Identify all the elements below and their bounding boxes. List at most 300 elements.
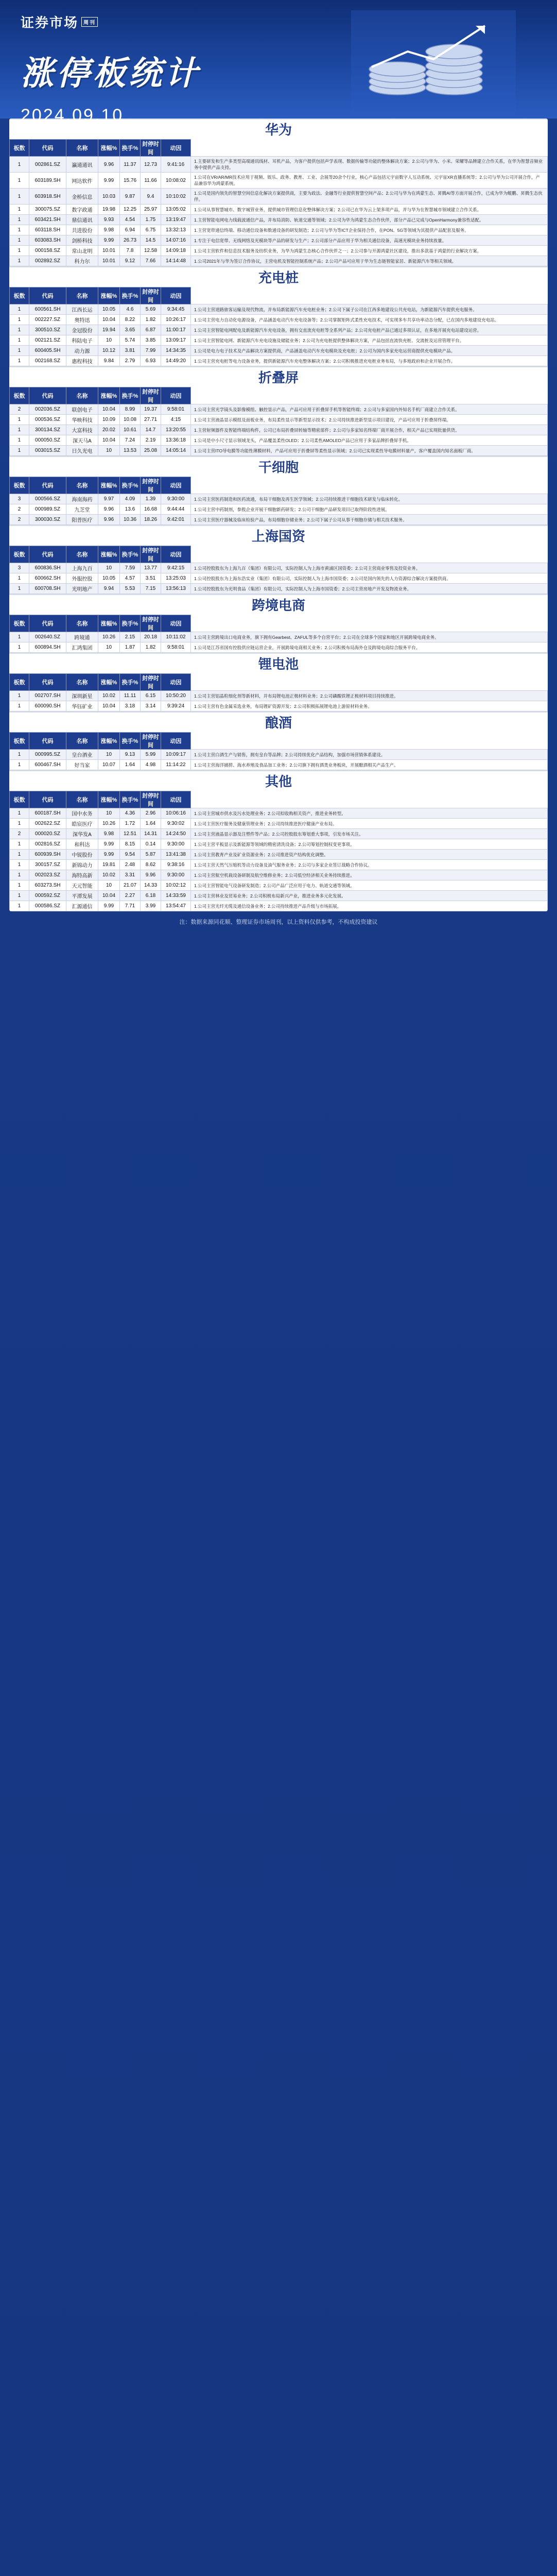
table-cell: 7.71	[120, 901, 141, 911]
table-cell: 1.87	[120, 642, 141, 653]
column-header: 板数	[10, 546, 29, 563]
column-header: 名称	[66, 287, 98, 304]
column-header: 涨幅%	[98, 140, 120, 157]
section-title: 充电桩	[9, 266, 548, 287]
column-header: 名称	[66, 733, 98, 750]
reason-cell: 1.公司主营医药制造和医药流通，布局干细胞及再生医学领域；2.公司持续推进干细胞技术研发与临床转化。	[191, 494, 548, 504]
column-header: 板数	[10, 674, 29, 691]
table-cell: 2.19	[141, 435, 161, 446]
table-cell: 数字政通	[66, 205, 98, 215]
column-header: 名称	[66, 615, 98, 632]
table-row	[10, 494, 548, 504]
table-row	[10, 642, 548, 653]
column-header: 代码	[29, 674, 66, 691]
table-cell: 600939.SH	[29, 850, 66, 860]
table-cell: 7.15	[141, 584, 161, 594]
table-cell: 5.69	[141, 304, 161, 315]
table-cell: 13:41:38	[161, 850, 191, 860]
table-cell: 1	[10, 850, 29, 860]
table-cell: 1	[10, 335, 29, 346]
table-cell: 3.51	[141, 573, 161, 584]
table-cell: 2	[10, 504, 29, 515]
table-cell: 600662.SH	[29, 573, 66, 584]
table-cell: 14:34:35	[161, 346, 191, 356]
table-row	[10, 632, 548, 642]
table-cell: 奥特迅	[66, 315, 98, 325]
table-cell: 1	[10, 870, 29, 880]
table-cell: 1	[10, 446, 29, 456]
column-header: 代码	[29, 477, 66, 494]
brand-tag: 周刊	[81, 17, 98, 27]
table-cell: 9.94	[98, 584, 120, 594]
table-cell: 2.15	[120, 632, 141, 642]
table-row	[10, 415, 548, 425]
table-cell: 25.08	[141, 446, 161, 456]
table-cell: 10.61	[120, 425, 141, 435]
report-date: 2024.09.10	[21, 106, 124, 125]
table-row	[10, 819, 548, 829]
section-title: 折叠屏	[9, 366, 548, 387]
stock-table	[9, 732, 548, 770]
table-cell: 10:02:12	[161, 880, 191, 891]
table-row	[10, 225, 548, 235]
table-cell: 603421.SH	[29, 215, 66, 225]
section-title: 跨境电商	[9, 594, 548, 615]
reason-cell: 1.公司控股股东为上海九百（集团）有限公司，实际控制人为上海市黄浦区国资委；2.公司主营商业零售及投资业务。	[191, 563, 548, 573]
table-cell: 皇台酒业	[66, 750, 98, 760]
table-cell: 1	[10, 325, 29, 335]
table-cell: 10.05	[98, 304, 120, 315]
table-cell: 10.36	[120, 515, 141, 525]
table-cell: 10.12	[98, 346, 120, 356]
table-cell: 9.99	[98, 839, 120, 850]
reason-cell: 1.主要研发和生产多类型高端通讯线材、耳机产品，为客户提供包括声学表现、数据传输等功能的整体解决方案；2.公司与华为、小米、荣耀等品牌建立合作关系，在华为智慧音频业务中提供产品支持。	[191, 157, 548, 173]
table-cell: 9.98	[98, 829, 120, 839]
table-cell: 9:30:00	[161, 870, 191, 880]
table-cell: 1	[10, 819, 29, 829]
column-header: 封停时间	[141, 140, 161, 157]
table-cell: 20.02	[98, 425, 120, 435]
table-cell: 1	[10, 356, 29, 366]
table-cell: 19.37	[141, 404, 161, 415]
table-cell: 9:30:00	[161, 494, 191, 504]
table-cell: 联创电子	[66, 404, 98, 415]
column-header: 涨幅%	[98, 615, 120, 632]
table-cell: 国中水务	[66, 808, 98, 819]
stock-table	[9, 615, 548, 653]
table-row	[10, 335, 548, 346]
table-row	[10, 215, 548, 225]
column-header: 动因	[161, 140, 191, 157]
table-cell: 9.96	[141, 870, 161, 880]
table-cell: 10:26:17	[161, 315, 191, 325]
table-cell: 剑桥科技	[66, 235, 98, 246]
column-header: 动因	[161, 387, 191, 404]
stock-table	[9, 791, 548, 911]
table-cell: 12.25	[120, 205, 141, 215]
table-cell: 600090.SH	[29, 701, 66, 711]
table-cell: 10	[98, 642, 120, 653]
table-cell: 10.03	[98, 189, 120, 205]
table-cell: 1	[10, 315, 29, 325]
column-header: 代码	[29, 140, 66, 157]
table-cell: 1.39	[141, 494, 161, 504]
table-cell: 九芝堂	[66, 504, 98, 515]
table-cell: 603918.SH	[29, 189, 66, 205]
table-cell: 13:09:17	[161, 335, 191, 346]
reason-cell: 1.公司主营智能电网配电及新能源汽车充电设备，拥有交直流充电桩等全系列产品；2.公司充电桩产品已通过多项认证，在多地开展充电站建设运营。	[191, 325, 548, 335]
table-row	[10, 701, 548, 711]
table-row	[10, 584, 548, 594]
table-cell: 8.62	[141, 860, 161, 870]
table-cell: 14.31	[141, 829, 161, 839]
table-cell: 13.6	[120, 504, 141, 515]
table-cell: 1	[10, 880, 29, 891]
table-cell: 13:54:47	[161, 901, 191, 911]
table-cell: 000989.SZ	[29, 504, 66, 515]
column-header: 板数	[10, 791, 29, 808]
column-header: 封停时间	[141, 387, 161, 404]
table-cell: 7.99	[141, 346, 161, 356]
table-cell: 1	[10, 839, 29, 850]
table-cell: 0.14	[141, 839, 161, 850]
table-cell: 12.58	[141, 246, 161, 256]
table-cell: 300075.SZ	[29, 205, 66, 215]
table-cell: 10.02	[98, 870, 120, 880]
table-cell: 19.98	[98, 205, 120, 215]
table-cell: 科陆电子	[66, 335, 98, 346]
reason-cell: 1.公司主营电力自动化电源设备，产品涵盖电动汽车充电设备等；2.公司掌握矩阵式柔性充电技术，可实现多车共享功率动态分配，已在国内多地建设充电站。	[191, 315, 548, 325]
table-cell: 2	[10, 829, 29, 839]
table-cell: 1	[10, 225, 29, 235]
table-cell: 10.04	[98, 404, 120, 415]
table-cell: 603118.SH	[29, 225, 66, 235]
table-cell: 1	[10, 173, 29, 189]
column-header: 换手%	[120, 674, 141, 691]
table-cell: 18.26	[141, 515, 161, 525]
table-cell: 20.18	[141, 632, 161, 642]
table-cell: 9:39:24	[161, 701, 191, 711]
column-header: 板数	[10, 733, 29, 750]
reason-cell: 1.公司主营跨境出口电商业务，旗下拥有Gearbest、ZAFUL等多个自营平台；2.公司在全球多个国家和地区开展跨境电商业务。	[191, 632, 548, 642]
table-cell: 江西长运	[66, 304, 98, 315]
reason-cell: 1.公司主营城市供水及污水处理业务；2.公司拟收购相关资产，推进业务转型。	[191, 808, 548, 819]
table-cell: 000536.SZ	[29, 415, 66, 425]
reason-cell: 1.公司主营充电桩等电力设备业务，提供新能源汽车充电整体解决方案；2.公司积极推进充电桩业务布局，与多地政府和企业开展合作。	[191, 356, 548, 366]
table-cell: 7.66	[141, 256, 161, 266]
table-cell: 2	[10, 404, 29, 415]
table-cell: 9:41:16	[161, 157, 191, 173]
table-cell: 10.09	[98, 415, 120, 425]
column-header: 代码	[29, 546, 66, 563]
reason-cell: 1.公司2021年与华为签订合作协议，主营电机及智能控制系统产品；2.公司产品可应用于华为生态链智能家居、新能源汽车等相关领域。	[191, 256, 548, 266]
table-cell: 14:05:14	[161, 446, 191, 456]
table-cell: 000592.SZ	[29, 891, 66, 901]
table-cell: 6.15	[141, 691, 161, 701]
table-row	[10, 880, 548, 891]
table-cell: 瀛通通讯	[66, 157, 98, 173]
column-header: 封停时间	[141, 674, 161, 691]
table-row	[10, 573, 548, 584]
reason-cell: 1.公司在VR/AR/MR技术应用于视频、娱乐、政务、教育、工业、会展等20余个行业，核心产品包括元宇宙数字人互动系统、元宇宙XR直播系统等；2.公司与华为公司开展合作，产品兼容华为鸿蒙系统。	[191, 173, 548, 189]
table-cell: 7.24	[120, 435, 141, 446]
table-cell: 鼎信通讯	[66, 215, 98, 225]
table-cell: 16.68	[141, 504, 161, 515]
table-cell: 002168.SZ	[29, 356, 66, 366]
reason-cell: 1.公司主营ITO导电膜等功能性薄膜材料，产品可应用于折叠屏等柔性显示领域；2.公司已实现柔性导电膜材料量产，客户覆盖国内知名面板厂商。	[191, 446, 548, 456]
table-cell: 002640.SZ	[29, 632, 66, 642]
reason-cell: 1.公司主营医疗器械及临床检验产品，布局细胞存储业务；2.公司下属子公司从事干细胞存储与相关技术服务。	[191, 515, 548, 525]
table-cell: 上海九百	[66, 563, 98, 573]
table-cell: 000586.SZ	[29, 901, 66, 911]
reason-cell: 1.公司主营光纤光缆及通信设备业务；2.公司持续推进产品升级与市场拓展。	[191, 901, 548, 911]
table-cell: 002861.SZ	[29, 157, 66, 173]
table-cell: 1	[10, 235, 29, 246]
column-header: 封停时间	[141, 733, 161, 750]
table-cell: 10.26	[98, 632, 120, 642]
table-row	[10, 189, 548, 205]
stock-table	[9, 287, 548, 366]
table-cell: 4.98	[141, 760, 161, 770]
table-cell: 10:50:20	[161, 691, 191, 701]
reason-cell: 1.公司主营中药制剂，参股企业开展干细胞新药研发；2.公司干细胞产品研发项目已取得阶段性进展。	[191, 504, 548, 515]
table-cell: 12.51	[120, 829, 141, 839]
table-row	[10, 808, 548, 819]
table-row	[10, 157, 548, 173]
column-header: 动因	[161, 477, 191, 494]
column-header: 封停时间	[141, 546, 161, 563]
reason-cell: 1.公司主营航空机载设备研制及航空维修业务；2.公司低空经济相关业务持续推进。	[191, 870, 548, 880]
table-cell: 4:15	[161, 415, 191, 425]
table-cell: 10.07	[98, 760, 120, 770]
table-cell: 1.75	[141, 215, 161, 225]
column-header: 板数	[10, 140, 29, 157]
table-cell: 9.13	[120, 750, 141, 760]
table-cell: 1	[10, 215, 29, 225]
table-cell: 600405.SH	[29, 346, 66, 356]
column-header: 换手%	[120, 791, 141, 808]
section-title: 锂电池	[9, 653, 548, 673]
table-cell: 9:30:02	[161, 819, 191, 829]
table-cell: 10:09:17	[161, 750, 191, 760]
table-cell: 14:49:20	[161, 356, 191, 366]
column-header: 涨幅%	[98, 546, 120, 563]
table-cell: 9.93	[98, 215, 120, 225]
table-cell: 外服控股	[66, 573, 98, 584]
table-cell: 13:05:02	[161, 205, 191, 215]
table-cell: 10:06:16	[161, 808, 191, 819]
table-cell: 1	[10, 189, 29, 205]
table-cell: 9.96	[98, 515, 120, 525]
table-cell: 14:09:18	[161, 246, 191, 256]
table-cell: 1	[10, 632, 29, 642]
table-cell: 10.26	[98, 819, 120, 829]
table-cell: 10.08	[120, 415, 141, 425]
table-row	[10, 246, 548, 256]
table-cell: 13:32:13	[161, 225, 191, 235]
column-header: 涨幅%	[98, 387, 120, 404]
table-cell: 9.97	[98, 494, 120, 504]
table-cell: 10.01	[98, 256, 120, 266]
column-header: 动因	[161, 546, 191, 563]
table-cell: 25.97	[141, 205, 161, 215]
column-header: 代码	[29, 287, 66, 304]
table-cell: 600467.SH	[29, 760, 66, 770]
table-cell: 9:58:01	[161, 642, 191, 653]
table-cell: 8.99	[120, 404, 141, 415]
column-header: 涨幅%	[98, 791, 120, 808]
table-cell: 1	[10, 246, 29, 256]
reason-cell: 1.公司主营智能电气设备研发制造；2.公司产品广泛应用于电力、轨道交通等领域。	[191, 880, 548, 891]
table-cell: 1	[10, 157, 29, 173]
column-header: 动因	[161, 791, 191, 808]
table-cell: 9.99	[98, 850, 120, 860]
table-cell: 光明地产	[66, 584, 98, 594]
table-cell: 共进股份	[66, 225, 98, 235]
column-header: 换手%	[120, 287, 141, 304]
table-row	[10, 446, 548, 456]
table-cell: 天元智能	[66, 880, 98, 891]
table-cell: 000158.SZ	[29, 246, 66, 256]
table-cell: 600187.SH	[29, 808, 66, 819]
table-cell: 603189.SH	[29, 173, 66, 189]
table-cell: 300510.SZ	[29, 325, 66, 335]
table-cell: 动力源	[66, 346, 98, 356]
table-cell: 1.64	[120, 760, 141, 770]
table-cell: 9.84	[98, 356, 120, 366]
table-row	[10, 870, 548, 880]
table-cell: 惠程科技	[66, 356, 98, 366]
table-cell: 4.54	[120, 215, 141, 225]
column-header: 板数	[10, 477, 29, 494]
column-header: 板数	[10, 387, 29, 404]
table-cell: 4.57	[120, 573, 141, 584]
table-cell: 13:19:47	[161, 215, 191, 225]
stock-table	[9, 477, 548, 525]
table-cell: 6.87	[141, 325, 161, 335]
table-row	[10, 901, 548, 911]
table-cell: 1	[10, 435, 29, 446]
reason-cell: 1.主营智能电网电力线载波通信产品，并布局消防、轨道交通等领域；2.公司为华为鸿蒙生态合作伙伴，部分产品已完成与OpenHarmony兼容性适配。	[191, 215, 548, 225]
table-row	[10, 315, 548, 325]
reason-cell: 1.专注于电信宽带、无线网络及光模块等产品的研发与生产；2.公司部分产品应用于华为相关通信设备，高速光模块业务持续放量。	[191, 235, 548, 246]
column-header: 动因	[161, 674, 191, 691]
table-cell: 1	[10, 901, 29, 911]
table-row	[10, 691, 548, 701]
column-header: 代码	[29, 387, 66, 404]
table-cell: 002622.SZ	[29, 819, 66, 829]
reason-cell: 1.公司主营白酒生产与销售，拥有皇台等品牌；2.公司持续优化产品结构，加强市场营销体系建设。	[191, 750, 548, 760]
table-cell: 6.18	[141, 891, 161, 901]
table-row	[10, 304, 548, 315]
table-cell: 6.93	[141, 356, 161, 366]
stock-table	[9, 673, 548, 711]
table-row	[10, 760, 548, 770]
table-cell: 1	[10, 584, 29, 594]
reason-cell: 1.公司主营医疗服务及健康管理业务；2.公司持续推进医疗健康产业布局。	[191, 819, 548, 829]
table-row	[10, 425, 548, 435]
table-cell: 11.66	[141, 173, 161, 189]
table-cell: 11.37	[120, 157, 141, 173]
table-cell: 科力尔	[66, 256, 98, 266]
column-header: 换手%	[120, 387, 141, 404]
column-header: 动因	[161, 615, 191, 632]
table-row	[10, 515, 548, 525]
reason-cell: 1.公司主营教育产业及矿业资源业务；2.公司推进资产结构优化调整。	[191, 850, 548, 860]
table-cell: 5.74	[120, 335, 141, 346]
table-cell: 11:00:17	[161, 325, 191, 335]
table-cell: 002036.SZ	[29, 404, 66, 415]
table-cell: 6.75	[141, 225, 161, 235]
table-row	[10, 404, 548, 415]
table-cell: 中锐股份	[66, 850, 98, 860]
column-header: 涨幅%	[98, 477, 120, 494]
table-cell: 600708.SH	[29, 584, 66, 594]
table-cell: 003015.SZ	[29, 446, 66, 456]
table-cell: 9.4	[141, 189, 161, 205]
table-cell: 1	[10, 415, 29, 425]
table-cell: 9:42:15	[161, 563, 191, 573]
column-header: 换手%	[120, 546, 141, 563]
column-header: 涨幅%	[98, 733, 120, 750]
table-cell: 皓宸医疗	[66, 819, 98, 829]
table-cell: 1	[10, 760, 29, 770]
table-cell: 19.81	[98, 860, 120, 870]
table-cell: 000995.SZ	[29, 750, 66, 760]
reason-cell: 1.公司控股股东为上海东浩实业（集团）有限公司，实际控制人为上海市国资委；2.公司是国内领先的人力资源综合解决方案提供商。	[191, 573, 548, 584]
column-header: 换手%	[120, 140, 141, 157]
column-header: 板数	[10, 287, 29, 304]
table-cell: 13.77	[141, 563, 161, 573]
column-header: 涨幅%	[98, 674, 120, 691]
table-cell: 300030.SZ	[29, 515, 66, 525]
table-cell: 和科达	[66, 839, 98, 850]
table-cell: 3	[10, 563, 29, 573]
table-cell: 9.99	[98, 235, 120, 246]
table-cell: 日久光电	[66, 446, 98, 456]
reason-cell: 1.公司是电力电子技术及产品解决方案提供商，产品涵盖电动汽车充电模块及充电桩；2.公司为国内多家充电运营商提供充电模块产品。	[191, 346, 548, 356]
stock-table	[9, 387, 548, 456]
column-header: 名称	[66, 546, 98, 563]
table-cell: 10:10:02	[161, 189, 191, 205]
table-cell: 10	[98, 808, 120, 819]
table-cell: 汇鸿集团	[66, 642, 98, 653]
table-cell: 9.96	[98, 157, 120, 173]
table-cell: 大富科技	[66, 425, 98, 435]
table-row	[10, 325, 548, 335]
limit-up-report	[9, 118, 548, 911]
table-row	[10, 891, 548, 901]
column-header: 封停时间	[141, 791, 161, 808]
stock-table	[9, 546, 548, 594]
column-header: 换手%	[120, 733, 141, 750]
table-cell: 阳普医疗	[66, 515, 98, 525]
column-header: 名称	[66, 477, 98, 494]
table-cell: 10.01	[98, 246, 120, 256]
table-row	[10, 256, 548, 266]
table-cell: 4.36	[120, 808, 141, 819]
table-cell: 平潭发展	[66, 891, 98, 901]
table-cell: 10.02	[98, 691, 120, 701]
reason-cell: 1.公司是中小尺寸显示领域龙头，产品覆盖柔性OLED；2.公司柔性AMOLED产品已应用于多家品牌折叠屏手机。	[191, 435, 548, 446]
table-cell: 9.96	[98, 504, 120, 515]
table-cell: 3.14	[141, 701, 161, 711]
table-cell: 5.53	[120, 584, 141, 594]
table-cell: 9:38:16	[161, 860, 191, 870]
table-cell: 1.72	[120, 819, 141, 829]
table-row	[10, 860, 548, 870]
table-cell: 10	[98, 880, 120, 891]
